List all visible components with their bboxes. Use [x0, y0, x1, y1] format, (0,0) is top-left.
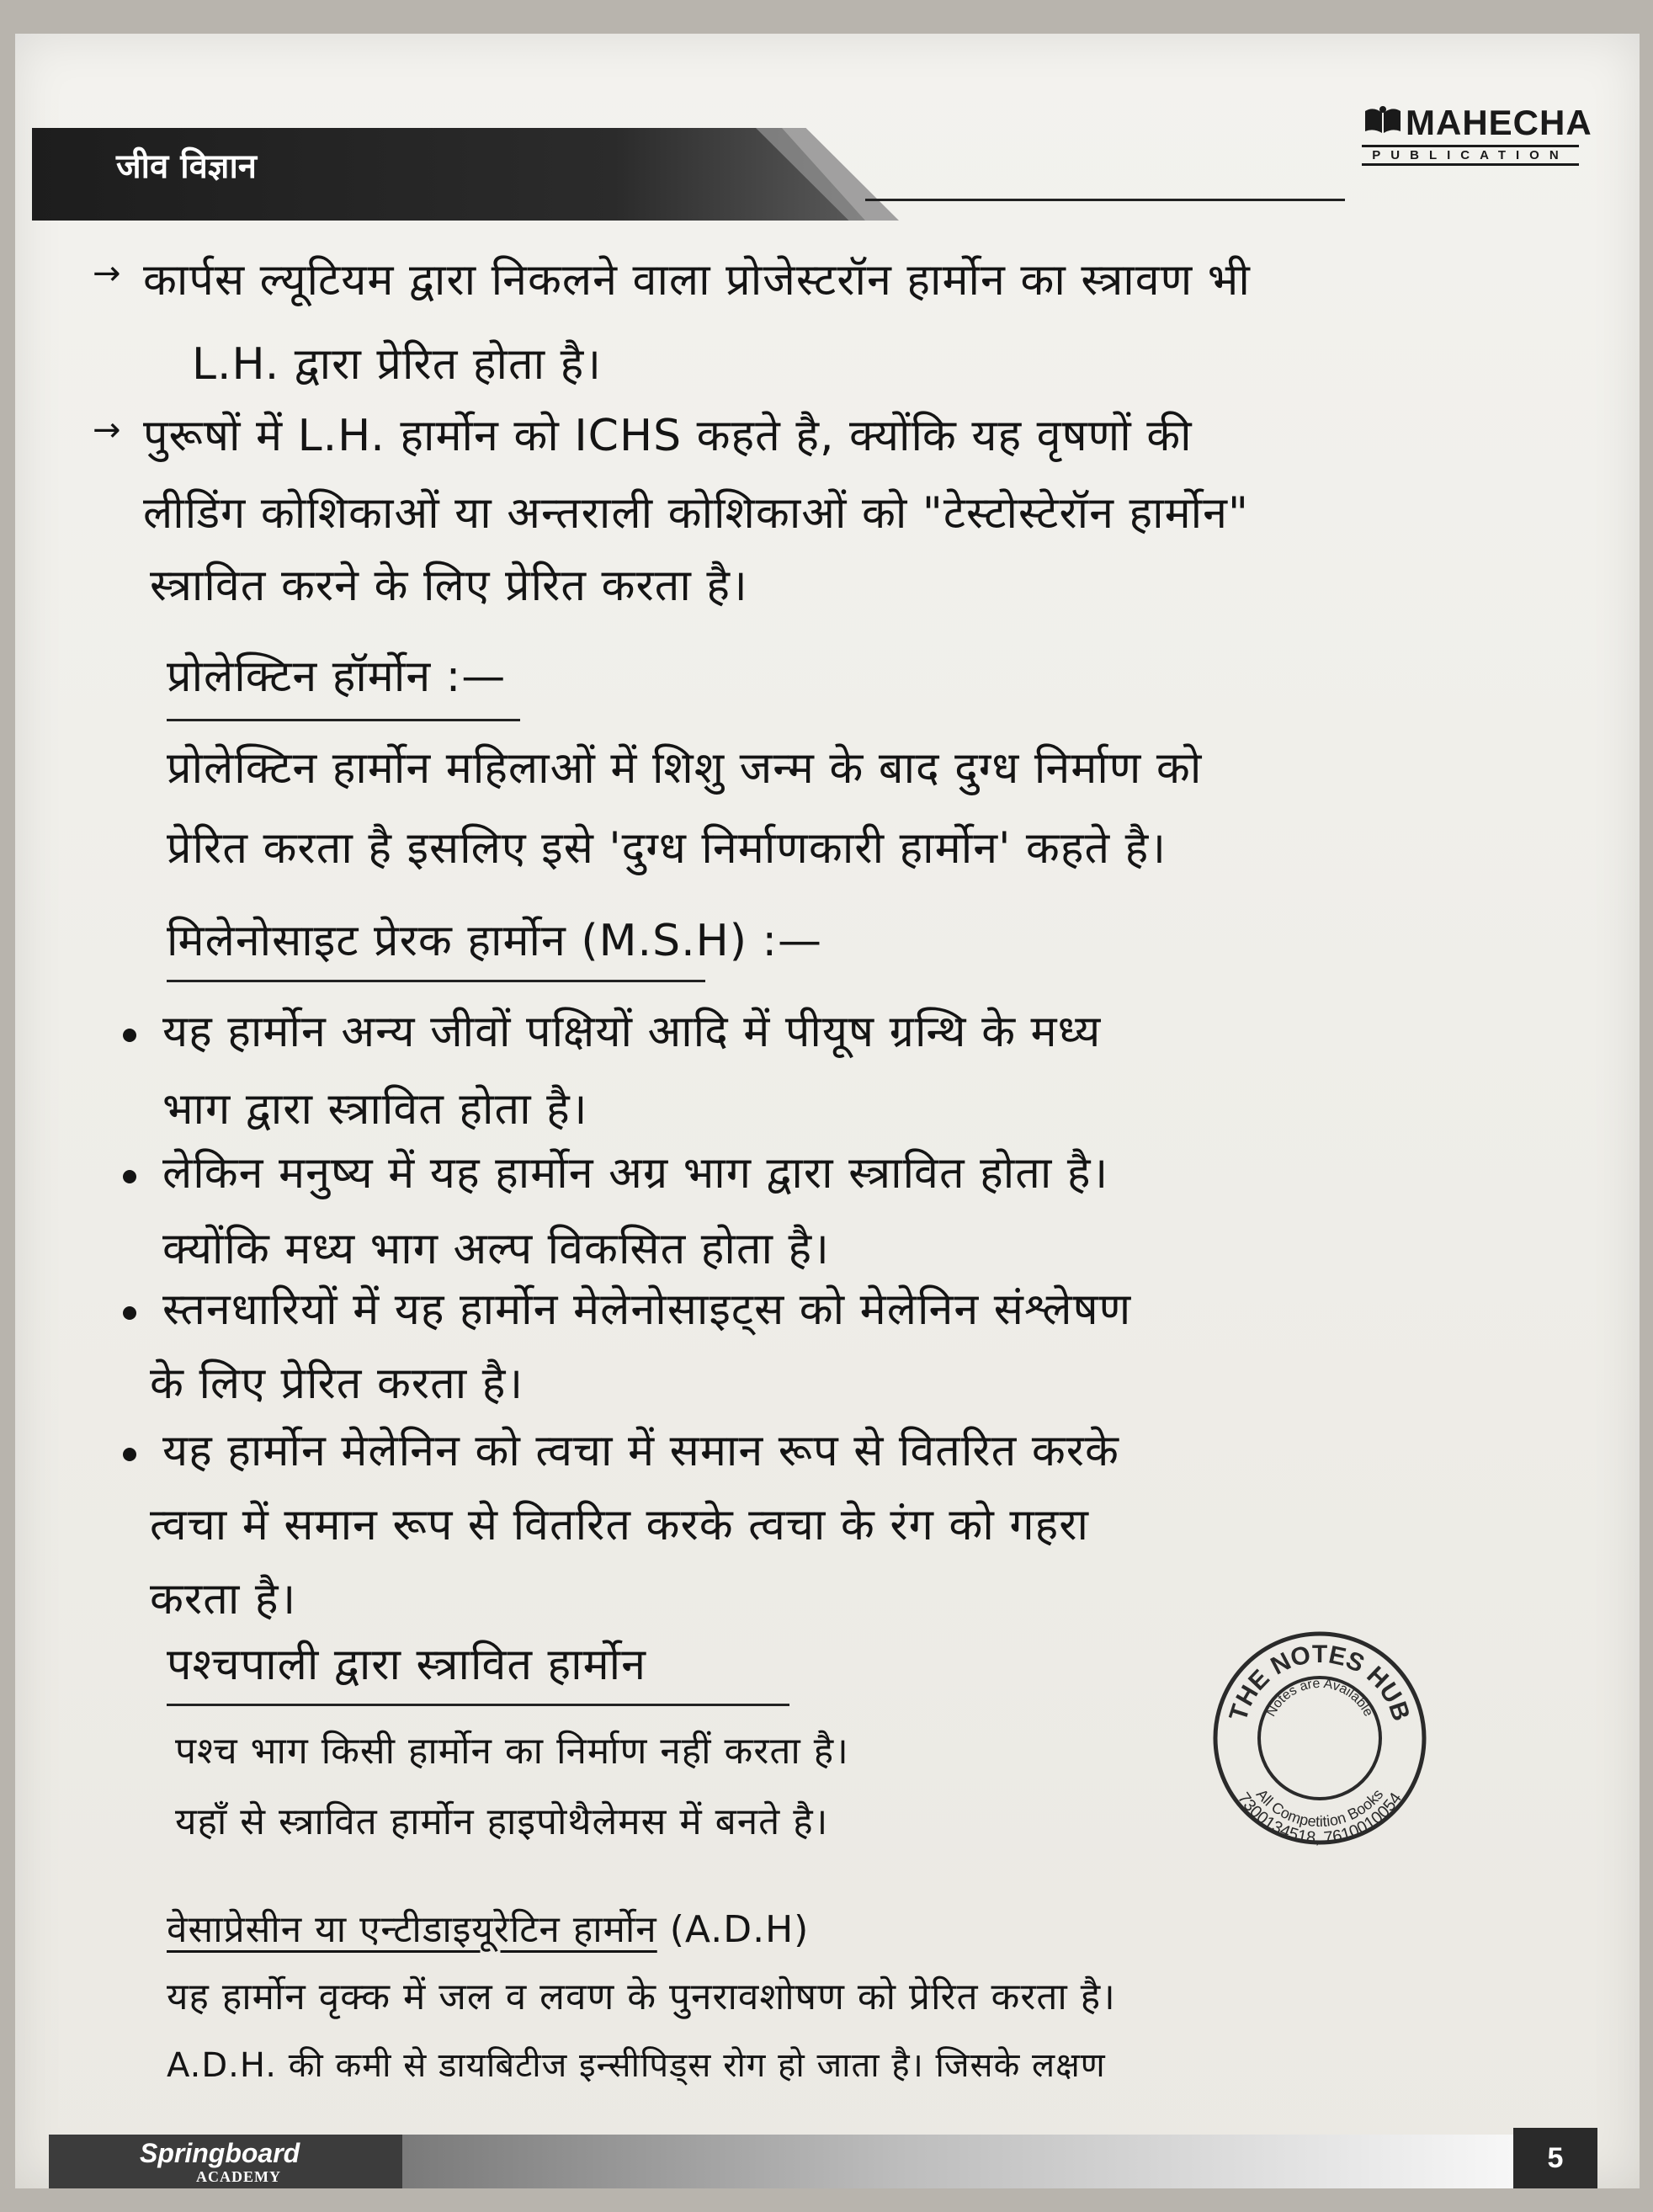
- bullet: [123, 1306, 136, 1320]
- heading-underline: [167, 1704, 789, 1706]
- publisher-sub: PUBLICATION: [1362, 145, 1579, 166]
- header-rule: [865, 199, 1345, 201]
- text-line: स्तनधारियों में यह हार्मोन मेलेनोसाइट्स को मेलेनिन संश्लेषण: [162, 1284, 1132, 1335]
- publisher-name: MAHECHA: [1406, 103, 1592, 142]
- text-line: लीडिंग कोशिकाओं या अन्तराली कोशिकाओं को "टेस्टोस्टेरॉन हार्मोन": [143, 488, 1249, 539]
- section-heading: [167, 1902, 809, 1953]
- subject-title: जीव विज्ञान: [116, 146, 258, 186]
- text-line: यह हार्मोन मेलेनिन को त्वचा में समान रूप से वितरित करके: [162, 1426, 1119, 1476]
- heading-underline: [167, 980, 705, 982]
- text-line: यह हार्मोन अन्य जीवों पक्षियों आदि में पीयूष ग्रन्थि के मध्य: [162, 1007, 1102, 1057]
- footer-sub: ACADEMY: [196, 2168, 281, 2185]
- book-icon: [1362, 104, 1404, 138]
- text-line: पुरूषों में L.H. हार्मोन को ICHS कहते है, क्योंकि यह वृषणों की: [143, 411, 1193, 461]
- text-line: स्त्रावित करने के लिए प्रेरित करता है।: [150, 561, 748, 611]
- adh-abbr: (A.D.H): [669, 1908, 810, 1951]
- text-line: प्रोलेक्टिन हार्मोन महिलाओं में शिशु जन्म के बाद दुग्ध निर्माण को: [167, 743, 1203, 794]
- bullet: [123, 1029, 136, 1042]
- text-line: यह हार्मोन वृक्क में जल व लवण के पुनरावशोषण को प्रेरित करता है।: [167, 1975, 1116, 2018]
- text-line: A.D.H. की कमी से डायबिटीज इन्सीपिड्स रोग हो जाता है। जिसके लक्षण: [167, 2046, 1106, 2085]
- text-line: पश्च भाग किसी हार्मोन का निर्माण नहीं करता है।: [175, 1730, 849, 1773]
- publisher-logo: [1362, 103, 1592, 195]
- bullet: [123, 1170, 136, 1183]
- text-line: लेकिन मनुष्य में यह हार्मोन अग्र भाग द्वारा स्त्रावित होता है।: [162, 1148, 1109, 1199]
- text-line: प्रेरित करता है इसलिए इसे 'दुग्ध निर्माणकारी हार्मोन' कहते है।: [167, 823, 1167, 874]
- text-line: भाग द्वारा स्त्रावित होता है।: [162, 1084, 588, 1135]
- text-line: करता है।: [150, 1574, 297, 1624]
- stamp-inner-text: Notes are Available: [1263, 1676, 1376, 1720]
- notes-hub-stamp: [1210, 1629, 1429, 1848]
- text-line: के लिए प्रेरित करता है।: [150, 1359, 524, 1409]
- stamp-bottom-text: All Competition Books: [1252, 1785, 1387, 1831]
- heading-underline: [167, 719, 520, 721]
- arrow-icon: →: [93, 411, 121, 449]
- text-line: त्वचा में समान रूप से वितरित करके त्वचा के रंग को गहरा: [150, 1500, 1089, 1550]
- stamp-top-text: THE NOTES HUB: [1224, 1640, 1416, 1725]
- bullet: [123, 1448, 136, 1461]
- text-line: क्योंकि मध्य भाग अल्प विकसित होता है।: [162, 1224, 830, 1274]
- stamp-phone-text: 7300134518, 7610010054: [1233, 1789, 1406, 1848]
- text-line: यहाँ से स्त्रावित हार्मोन हाइपोथैलेमस में बनते है।: [175, 1800, 829, 1843]
- section-heading: मिलेनोसाइट प्रेरक हार्मोन (M.S.H) :—: [167, 916, 823, 966]
- text-line: कार्पस ल्यूटियम द्वारा निकलने वाला प्रोजेस्टरॉन हार्मोन का स्त्रावण भी: [143, 255, 1251, 306]
- book-page: [15, 34, 1640, 2188]
- text-line: L.H. द्वारा प्रेरित होता है।: [192, 339, 602, 390]
- footer-brand: Springboard: [140, 2138, 300, 2168]
- svg-text:Notes are Available: [1264, 1677, 1376, 1720]
- arrow-icon: →: [93, 254, 121, 293]
- adh-heading: वेसाप्रेसीन या एन्टीडाइयूरेटिन हार्मोन: [167, 1908, 657, 1951]
- section-heading: पश्चपाली द्वारा स्त्रावित हार्मोन: [167, 1640, 647, 1690]
- page-number: 5: [1513, 2128, 1597, 2188]
- section-heading: प्रोलेक्टिन हॉर्मोन :—: [167, 651, 507, 702]
